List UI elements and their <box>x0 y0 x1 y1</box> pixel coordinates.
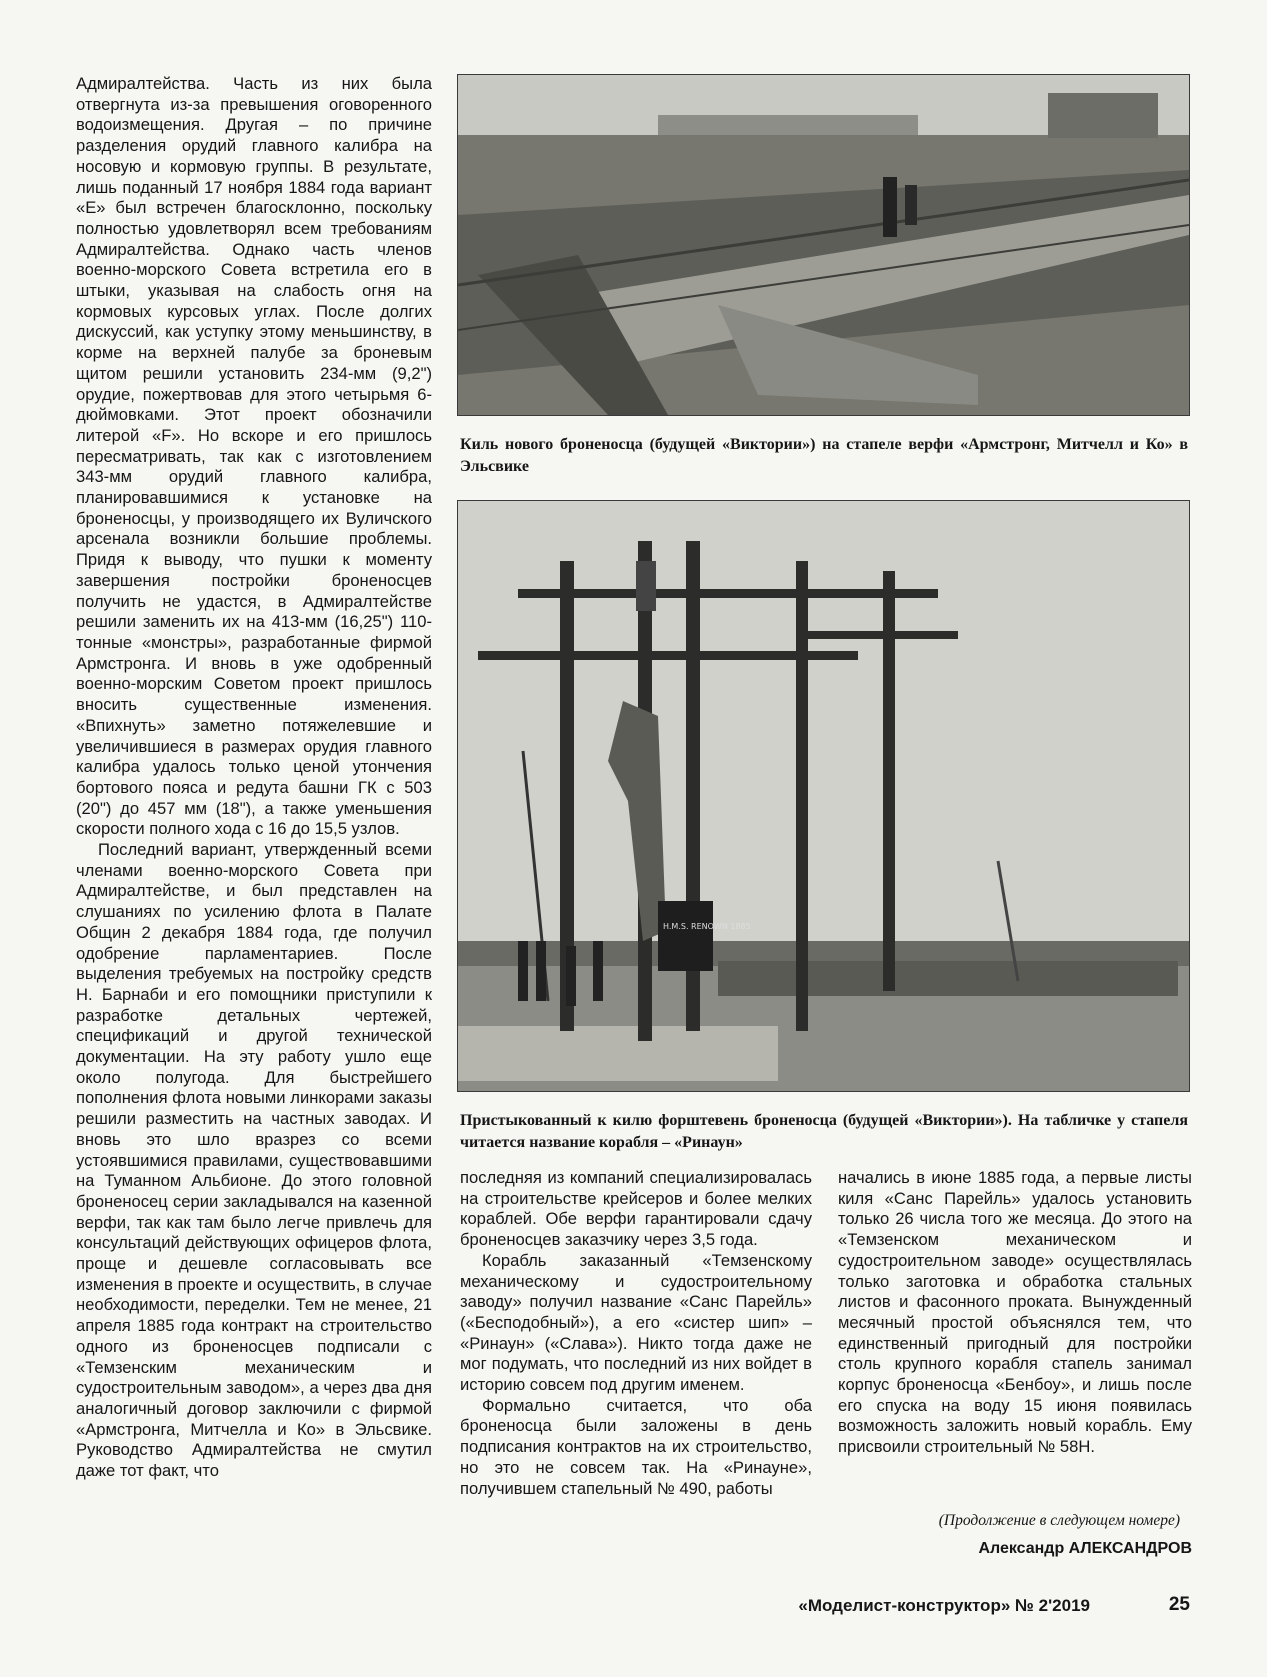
paragraph: начались в июне 1885 года, а первые листы киля «Санс Парейль» удалось установить только 26 числа того же месяца. До этого на «Темзенском механическом и судостроительном заводе» осуществлялась только заготовка и обработка стальных листов и фасонного проката. Вынужденный месячный простой объяснялся тем, что единственный пригодный для постройки столь крупного корабля стапель занимал корпус броненосца «Бенбоу», и лишь после его спуска на воду 15 июня появилась возможность заложить новый корабль. Ему присвоили строительный № 58Н. <box>838 1168 1192 1457</box>
paragraph: Формально считается, что оба броненосца были заложены в день подписания контрактов на их строительство, но это не совсем так. На «Ринауне», получившем стапельный № 490, работы <box>460 1395 812 1498</box>
keel-on-slipway-photo <box>457 74 1190 416</box>
paragraph: Последний вариант, утвержденный всеми членами военно-морского Совета при Адмиралтействе, и был представлен на слушаниях по усилению флота в Палате Общин 2 декабря 1884 года, где получил одобрение парламентариев. После выделения требуемых на постройку средств Н. Барнаби и его помощники приступили к разработке детальных чертежей, спецификаций и другой технической документации. На эту работу ушло еще около полугода. Для быстрейшего пополнения флота новыми линкорами заказы решили разместить на частных заводах. И вновь это шло вразрез со всеми устоявшимися правилами, существовавшими на Туманном Альбионе. До этого головной броненосец серии закладывался на казенной верфи, так как там было легче привлечь для консультаций действующих офицеров флота, проще и дешевле согласовывать все изменения в проекте и осуществить, в случае необходимости, переделки. Тем не менее, 21 апреля 1885 года контракт на строительство одного из броненосцев подписали с «Темзенским механическим и судостроительным заводом», а через два дня аналогичный договор заключили с фирмой «Армстронга, Митчелла и Ко» в Эльсвике. Руководство Адмиралтейства не смутил даже тот факт, что <box>76 840 432 1481</box>
paragraph: Адмиралтейства. Часть из них была отвергнута из-за превышения оговоренного водоизмещения. Другая – по причине разделения орудий главного калибра на носовую и кормовую группы. В результате, лишь поданный 17 ноября 1884 года вариант «Е» был встречен благосклонно, поскольку полностью удовлетворял всем требованиям Адмиралтейства. Однако часть членов военно-морского Совета встретила его в штыки, указывая на слабость огня на кормовых курсовых углах. После долгих дискуссий, как уступку этому меньшинству, в корме на верхней палубе за броневым щитом решили установить 234-мм (9,2") орудие, пожертвовав для этого четырьмя 6-дюймовками. Этот проект обозначили литерой «F». Но вскоре и его пришлось пересматривать, так как с изготовлением 343-мм орудий главного калибра, планировавшимися к установке на броненосцы, у производящего их Вуличского арсенала возникли большие проблемы. Придя к выводу, что пушки к моменту завершения постройки броненосцев получить не удастся, в Адмиралтействе решили заменить их на 413-мм (16,25") 110-тонные «монстры», разработанные фирмой Армстронга. И вновь в уже одобренный военно-морским Советом проект пришлось вносить существенные изменения. «Впихнуть» заметно потяжелевшие и увеличившиеся в размерах орудия главного калибра удалось только ценой утончения бортового пояса и редута башни ГК с 503 (20") до 457 мм (18"), а также уменьшения скорости полного хода с 16 до 15,5 узлов. <box>76 74 432 839</box>
paragraph: последняя из компаний специализировалась на строительстве крейсеров и более мелких кораблей. Обе верфи гарантировали сдачу броненосцев заказчику через 3,5 года. <box>460 1168 812 1250</box>
photo-caption-bottom: Пристыкованный к килю форштевень броненосца (будущей «Виктории»). На табличке у стапеля читается название корабля – «Ринаун» <box>460 1112 1188 1151</box>
left-text-column <box>76 74 432 1482</box>
right-text-column <box>838 1168 1192 1458</box>
ship-name-plaque: H.M.S. RENOWN 1885 <box>663 922 751 931</box>
author-name: Александр АЛЕКСАНДРОВ <box>978 1540 1192 1557</box>
paragraph: Корабль заказанный «Темзенскому механическому и судостроительному заводу» получил название «Санс Парейль» («Бесподобный»), а его «систер шип» – «Ринаун» («Слава»). Никто тогда даже не мог подумать, что последний из них войдет в историю совсем под другим именем. <box>460 1250 812 1395</box>
page-number: 25 <box>1168 1594 1190 1615</box>
photo-caption-top: Киль нового броненосца (будущей «Виктории») на стапеле верфи «Армстронг, Митчелл и Ко» в Эльсвике <box>460 436 1188 475</box>
stem-on-slipway-photo <box>457 500 1190 1092</box>
continued-note: (Продолжение в следующем номере) <box>938 1512 1180 1529</box>
middle-text-column <box>460 1168 812 1499</box>
magazine-footer: «Моделист-конструктор» № 2'2019 <box>798 1596 1090 1615</box>
